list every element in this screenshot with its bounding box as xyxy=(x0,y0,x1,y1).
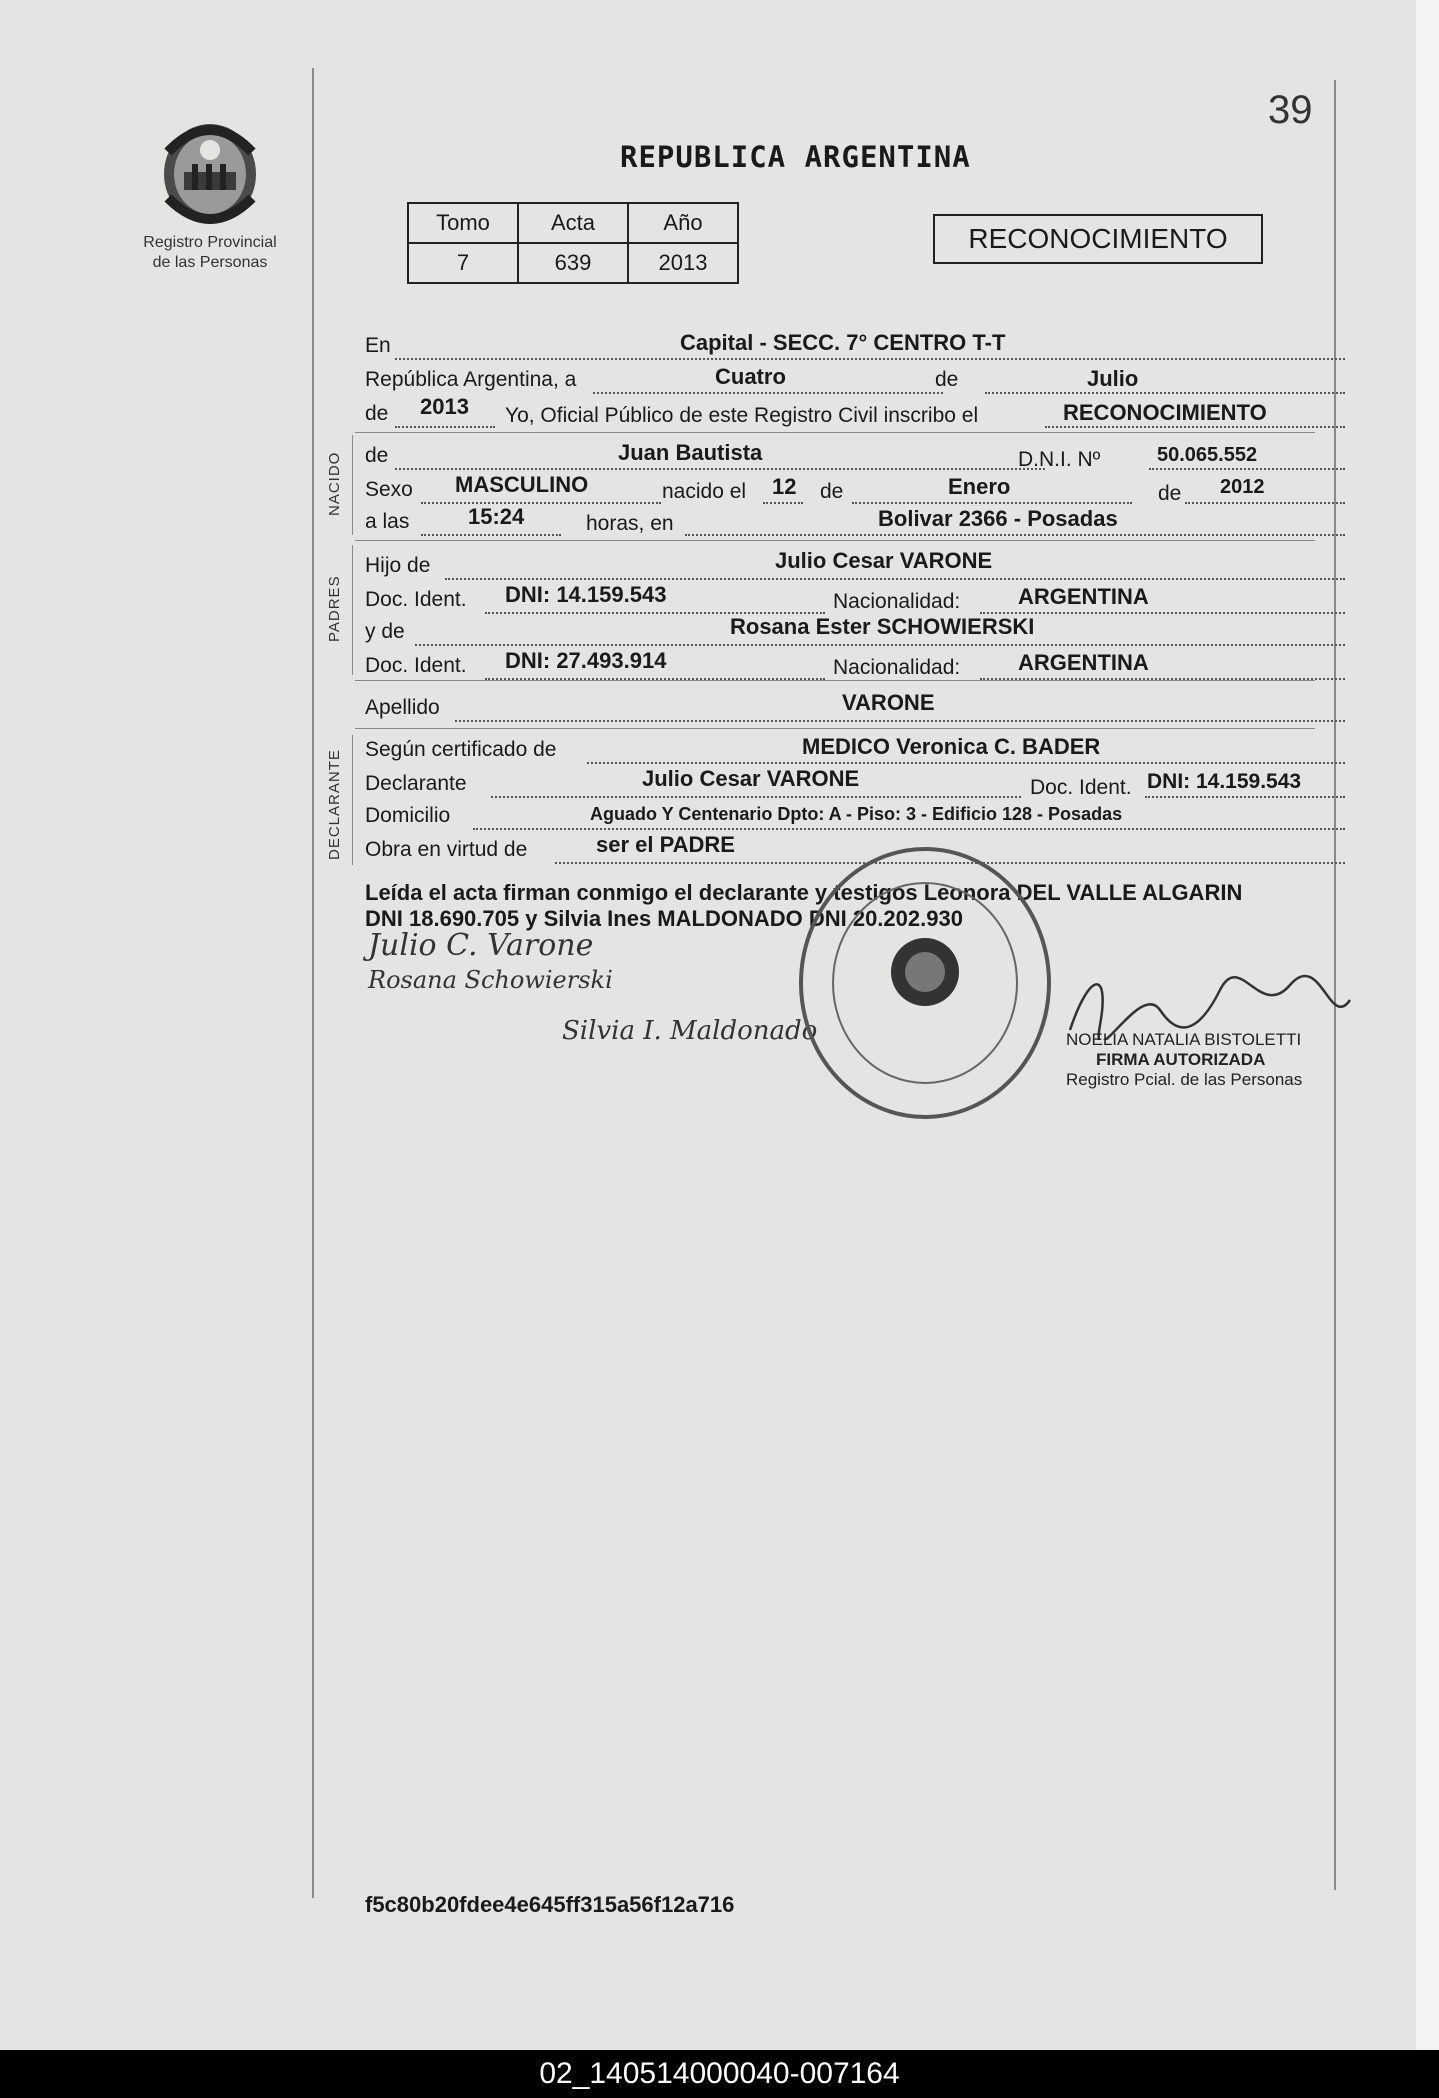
misiones-seal-icon xyxy=(154,112,266,232)
official-role: FIRMA AUTORIZADA xyxy=(1096,1050,1266,1069)
row-republica xyxy=(365,368,576,392)
label-a-las: a las xyxy=(365,510,410,533)
official-office: Registro Pcial. de las Personas xyxy=(1066,1070,1303,1089)
value-mes: Julio xyxy=(1087,366,1139,391)
side-label-declarante: DECLARANTE xyxy=(326,749,343,860)
value-lugar: Capital - SECC. 7° CENTRO T-T xyxy=(680,330,1006,355)
header-acta: Acta xyxy=(518,203,628,243)
registry-table xyxy=(407,202,739,284)
value-madre-nac: ARGENTINA xyxy=(1018,650,1149,675)
dots-en xyxy=(395,358,1345,360)
row-en xyxy=(365,334,391,358)
value-domicilio: Aguado Y Centenario Dpto: A - Piso: 3 - Edificio 128 - Posadas xyxy=(590,804,1123,824)
value-madre: Rosana Ester SCHOWIERSKI xyxy=(730,614,1035,639)
official-info xyxy=(1066,1030,1302,1090)
value-anio: 2013 xyxy=(628,243,738,283)
dots-declarante-dni xyxy=(1145,796,1345,798)
label-nacionalidad-1: Nacionalidad: xyxy=(833,590,961,613)
signature-testigo: Silvia I. Maldonado xyxy=(562,1016,818,1046)
label-domicilio: Domicilio xyxy=(365,804,451,827)
value-madre-dni: DNI: 27.493.914 xyxy=(505,648,667,673)
dots-tipo xyxy=(1045,426,1345,428)
dots-anio xyxy=(395,426,495,428)
label-sexo: Sexo xyxy=(365,478,413,501)
dots-madre-dni xyxy=(485,678,825,680)
page-edge xyxy=(1416,0,1439,2050)
value-hora: 15:24 xyxy=(468,504,525,529)
header-tomo: Tomo xyxy=(408,203,518,243)
value-declarante-dni: DNI: 14.159.543 xyxy=(1147,770,1302,793)
value-nac-dia: 12 xyxy=(772,474,797,499)
label-de-anio: de xyxy=(1158,482,1182,505)
label-doc-ident-2: Doc. Ident. xyxy=(365,654,467,677)
dots-apellido xyxy=(455,720,1345,722)
label-segun: Según certificado de xyxy=(365,738,557,761)
dots-madre xyxy=(415,644,1345,646)
label-yo: Yo, Oficial Público de este Registro Civil inscribo el xyxy=(505,404,979,427)
footer-id-bar: 02_140514000040-007164 xyxy=(0,2050,1439,2098)
label-de-mes-1: de xyxy=(935,368,959,391)
declarante-bar xyxy=(352,735,353,865)
dots-padre xyxy=(445,578,1345,580)
label-en: En xyxy=(365,334,391,357)
header-anio: Año xyxy=(628,203,738,243)
signature-madre: Rosana Schowierski xyxy=(368,966,613,994)
value-tipo: RECONOCIMIENTO xyxy=(1063,400,1267,425)
value-acta: 639 xyxy=(518,243,628,283)
official-name: NOELIA NATALIA BISTOLETTI xyxy=(1066,1030,1302,1049)
dots-dia xyxy=(593,392,943,394)
value-nombre: Juan Bautista xyxy=(618,440,763,465)
official-stamp-seal-icon xyxy=(795,842,1055,1124)
label-obra: Obra en virtud de xyxy=(365,838,528,861)
dots-lugar-nac xyxy=(685,534,1345,536)
closing-line-1: Leída el acta firman conmigo el declarante y testigos Leonora DEL VALLE ALGARIN xyxy=(365,880,1243,905)
dots-declarante xyxy=(491,796,1021,798)
province-logo xyxy=(140,112,280,272)
dots-domicilio xyxy=(473,828,1345,830)
value-nac-mes: Enero xyxy=(948,474,1011,499)
dots-sexo xyxy=(421,502,661,504)
value-certificado: MEDICO Veronica C. BADER xyxy=(802,734,1101,759)
value-lugar-nac: Bolivar 2366 - Posadas xyxy=(878,506,1118,531)
dots-mes xyxy=(985,392,1345,394)
dots-padre-nac xyxy=(980,612,1345,614)
separator-3 xyxy=(355,680,1315,681)
dots-madre-nac xyxy=(980,678,1345,680)
label-nacido-de: de xyxy=(365,444,389,467)
document-title: REPUBLICA ARGENTINA xyxy=(620,140,971,174)
label-de-year: de xyxy=(365,402,389,425)
dots-certificado xyxy=(587,762,1345,764)
separator-2 xyxy=(355,540,1315,541)
value-declarante: Julio Cesar VARONE xyxy=(642,766,860,791)
value-dni: 50.065.552 xyxy=(1157,444,1258,466)
value-padre: Julio Cesar VARONE xyxy=(775,548,993,573)
label-doc-ident-decl: Doc. Ident. xyxy=(1030,776,1132,799)
closing-line-2: DNI 18.690.705 y Silvia Ines MALDONADO DNI 20.202.930 xyxy=(365,906,963,931)
value-virtud: ser el PADRE xyxy=(596,832,735,857)
document-hash: f5c80b20fdee4e645ff315a56f12a716 xyxy=(365,1892,735,1917)
label-apellido: Apellido xyxy=(365,696,440,719)
dots-hora xyxy=(421,534,561,536)
separator-4 xyxy=(355,728,1315,729)
dots-nombre xyxy=(395,468,1045,470)
value-anio: 2013 xyxy=(420,394,469,419)
side-label-padres: PADRES xyxy=(326,575,343,642)
value-nac-anio: 2012 xyxy=(1220,476,1265,498)
label-declarante: Declarante xyxy=(365,772,467,795)
label-dni: D.N.I. Nº xyxy=(1018,448,1101,471)
nacido-bar xyxy=(352,435,353,535)
label-nacionalidad-2: Nacionalidad: xyxy=(833,656,961,679)
dots-dia-nac xyxy=(763,502,803,504)
label-y-de: y de xyxy=(365,620,405,643)
value-sexo: MASCULINO xyxy=(455,472,589,497)
padres-bar xyxy=(352,545,353,675)
dots-anio-nac xyxy=(1185,502,1345,504)
side-label-nacido: NACIDO xyxy=(326,451,343,516)
label-hijo-de: Hijo de xyxy=(365,554,431,577)
value-padre-dni: DNI: 14.159.543 xyxy=(505,582,667,607)
label-horas-en: horas, en xyxy=(586,512,674,535)
signature-declarante: Julio C. Varone xyxy=(368,928,594,963)
value-dia: Cuatro xyxy=(715,364,786,389)
logo-caption-line1: Registro Provincial xyxy=(143,234,277,251)
logo-caption-line2: de las Personas xyxy=(152,254,268,271)
dots-mes-nac xyxy=(852,502,1132,504)
dots-dni xyxy=(1149,468,1345,470)
value-apellido: VARONE xyxy=(842,690,935,715)
value-tomo: 7 xyxy=(408,243,518,283)
label-nacido-el: nacido el xyxy=(662,480,747,503)
page-number: 39 xyxy=(1268,88,1313,132)
label-de-mes-2: de xyxy=(820,480,844,503)
document-type-box: RECONOCIMIENTO xyxy=(933,214,1263,264)
left-margin-line xyxy=(312,68,314,1898)
separator-1 xyxy=(355,432,1315,433)
value-padre-nac: ARGENTINA xyxy=(1018,584,1149,609)
label-republica: República Argentina, a xyxy=(365,368,577,391)
label-doc-ident-1: Doc. Ident. xyxy=(365,588,467,611)
